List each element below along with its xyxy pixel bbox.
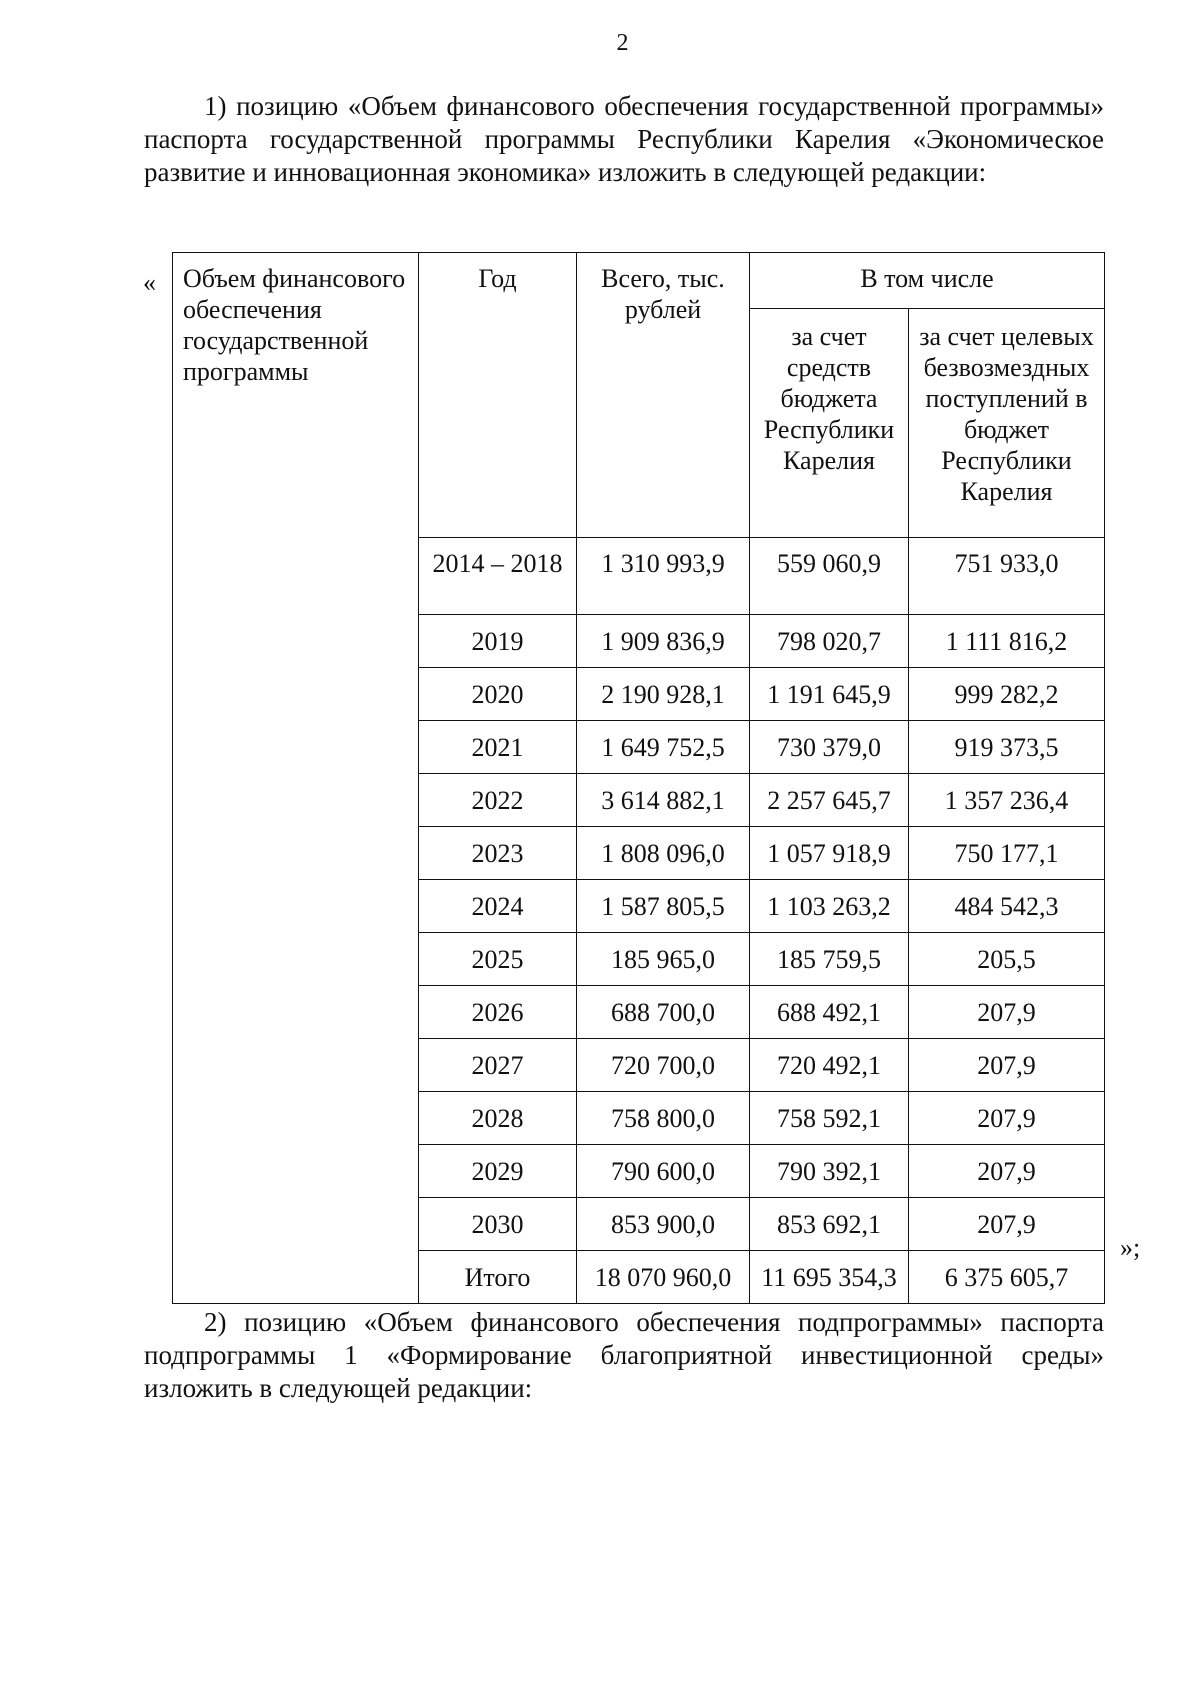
cell-budget: 1 191 645,9: [750, 668, 909, 721]
cell-targeted: 207,9: [909, 986, 1105, 1039]
cell-year: 2029: [419, 1145, 577, 1198]
cell-total: 1 310 993,9: [577, 538, 750, 615]
paragraph-2: [144, 1306, 1104, 1405]
cell-targeted: 207,9: [909, 1092, 1105, 1145]
cell-targeted: 205,5: [909, 933, 1105, 986]
header-budget-funds: за счет средств бюджета Республики Карелия: [750, 309, 909, 538]
header-targeted-receipts: за счет целевых безвозмездных поступлений в бюджет Республики Карелия: [909, 309, 1105, 538]
cell-year: 2019: [419, 615, 577, 668]
cell-targeted: 999 282,2: [909, 668, 1105, 721]
cell-total: 688 700,0: [577, 986, 750, 1039]
cell-year: 2022: [419, 774, 577, 827]
cell-targeted: 751 933,0: [909, 538, 1105, 615]
cell-targeted: 207,9: [909, 1145, 1105, 1198]
header-total: Всего, тыс. рублей: [577, 253, 750, 538]
cell-year: 2030: [419, 1198, 577, 1251]
cell-year: 2026: [419, 986, 577, 1039]
cell-year: 2021: [419, 721, 577, 774]
cell-total: 18 070 960,0: [577, 1251, 750, 1304]
cell-targeted: 919 373,5: [909, 721, 1105, 774]
cell-year: 2020: [419, 668, 577, 721]
cell-budget: 2 257 645,7: [750, 774, 909, 827]
opening-quote: «: [143, 268, 156, 297]
cell-total: 758 800,0: [577, 1092, 750, 1145]
financing-table: [172, 252, 1105, 1304]
cell-year: 2023: [419, 827, 577, 880]
cell-targeted: 6 375 605,7: [909, 1251, 1105, 1304]
cell-targeted: 207,9: [909, 1198, 1105, 1251]
cell-year: 2014 – 2018: [419, 538, 577, 615]
paragraph-1-text: 1) позицию «Объем финансового обеспечения государственной программы» паспорта государственной программы Республики Карелия «Экономическое развитие и инновационная экономика» изложить в следующей редакции:: [144, 91, 1104, 187]
page-number: 2: [616, 30, 629, 56]
cell-targeted: 1 111 816,2: [909, 615, 1105, 668]
cell-targeted: 1 357 236,4: [909, 774, 1105, 827]
cell-year: 2025: [419, 933, 577, 986]
cell-total: 853 900,0: [577, 1198, 750, 1251]
cell-total: 790 600,0: [577, 1145, 750, 1198]
cell-targeted: 207,9: [909, 1039, 1105, 1092]
cell-targeted: 484 542,3: [909, 880, 1105, 933]
cell-budget: 730 379,0: [750, 721, 909, 774]
cell-total: 3 614 882,1: [577, 774, 750, 827]
cell-year: 2028: [419, 1092, 577, 1145]
paragraph-1: [144, 90, 1104, 189]
header-including: В том числе: [750, 253, 1105, 309]
cell-budget: 11 695 354,3: [750, 1251, 909, 1304]
cell-budget: 1 103 263,2: [750, 880, 909, 933]
cell-budget: 185 759,5: [750, 933, 909, 986]
cell-budget: 1 057 918,9: [750, 827, 909, 880]
cell-year: Итого: [419, 1251, 577, 1304]
cell-budget: 720 492,1: [750, 1039, 909, 1092]
cell-year: 2024: [419, 880, 577, 933]
section-name-cell: Объем финансового обеспечения государственной программы: [173, 253, 419, 1304]
cell-budget: 790 392,1: [750, 1145, 909, 1198]
cell-total: 1 808 096,0: [577, 827, 750, 880]
cell-total: 1 909 836,9: [577, 615, 750, 668]
cell-total: 2 190 928,1: [577, 668, 750, 721]
cell-budget: 688 492,1: [750, 986, 909, 1039]
cell-total: 1 649 752,5: [577, 721, 750, 774]
closing-quote: »;: [1120, 1233, 1141, 1262]
cell-year: 2027: [419, 1039, 577, 1092]
cell-total: 1 587 805,5: [577, 880, 750, 933]
header-year: Год: [419, 253, 577, 538]
cell-total: 185 965,0: [577, 933, 750, 986]
cell-budget: 798 020,7: [750, 615, 909, 668]
cell-budget: 559 060,9: [750, 538, 909, 615]
cell-budget: 853 692,1: [750, 1198, 909, 1251]
cell-total: 720 700,0: [577, 1039, 750, 1092]
paragraph-2-text: 2) позицию «Объем финансового обеспечения подпрограммы» паспорта подпрограммы 1 «Формирование благоприятной инвестиционной среды» изложить в следующей редакции:: [144, 1307, 1104, 1403]
cell-budget: 758 592,1: [750, 1092, 909, 1145]
cell-targeted: 750 177,1: [909, 827, 1105, 880]
